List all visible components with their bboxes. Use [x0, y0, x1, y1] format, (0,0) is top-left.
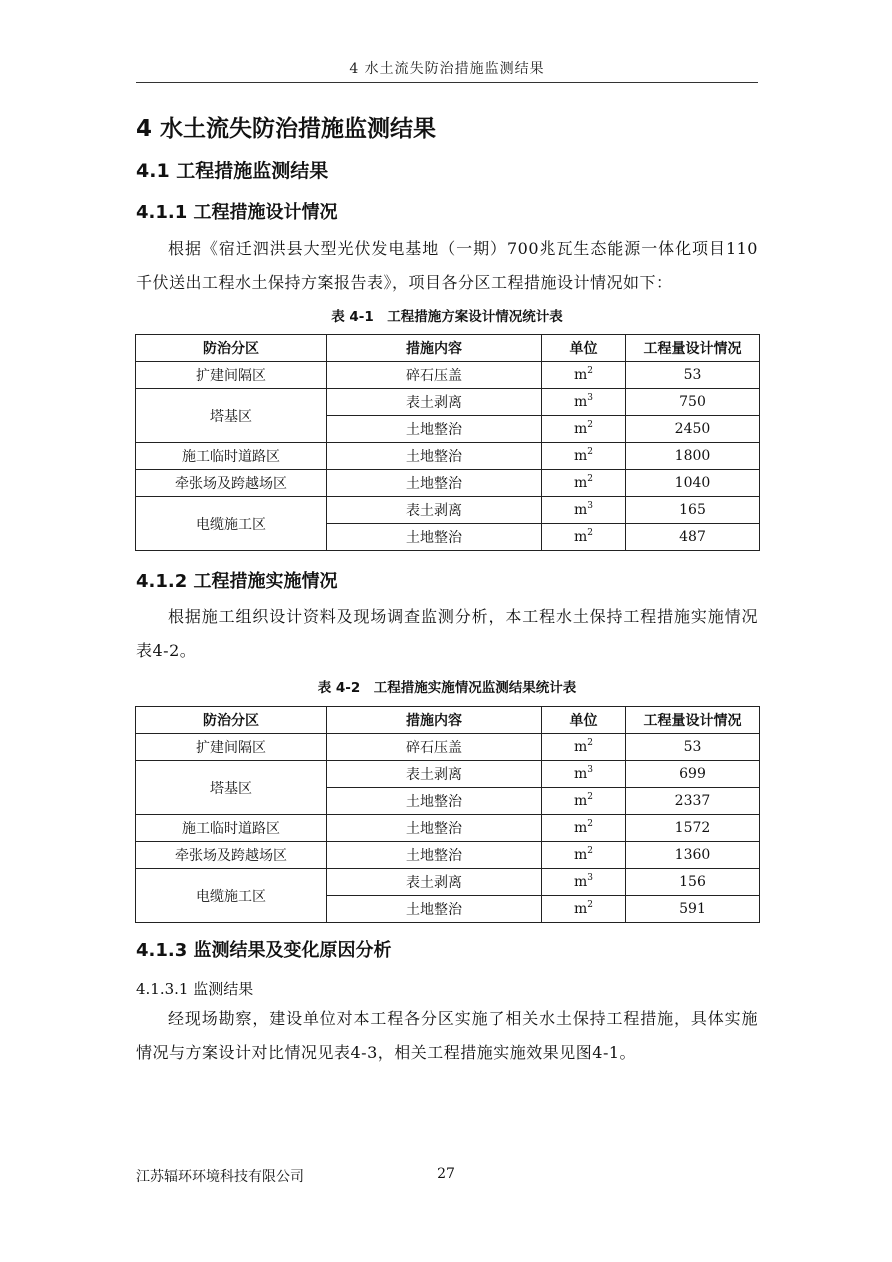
measure-cell: 土地整治: [327, 443, 542, 470]
table1-header-cell: 措施内容: [327, 335, 542, 362]
table1-header-cell: 防治分区: [136, 335, 327, 362]
unit-cell: $m^2$: [542, 362, 626, 389]
quantity-cell: 750: [626, 389, 760, 416]
zone-cell: 施工临时道路区: [136, 815, 327, 842]
measure-cell: 土地整治: [327, 416, 542, 443]
paragraph-result: 经现场勘察，建设单位对本工程各分区实施了相关水土保持工程措施，具体实施情况与方案设计对比情况见表4-3，相关工程措施实施效果见图4-1。: [136, 1009, 758, 1062]
zone-cell: 牵张场及跨越场区: [136, 842, 327, 869]
zone-cell: 塔基区: [136, 761, 327, 815]
quantity-cell: 156: [626, 869, 760, 896]
table-row: [136, 497, 760, 524]
unit-cell: $m^2$: [542, 416, 626, 443]
table-row: [136, 815, 760, 842]
table-row: [136, 734, 760, 761]
unit-cell: $m^3$: [542, 389, 626, 416]
table1-header-row: [136, 335, 760, 362]
table1-header-cell: 单位: [542, 335, 626, 362]
table-row: [136, 869, 760, 896]
paragraph-implement: 根据施工组织设计资料及现场调查监测分析，本工程水土保持工程措施实施情况表4-2。: [136, 607, 758, 660]
measure-cell: 土地整治: [327, 788, 542, 815]
table2-header-cell: 防治分区: [136, 707, 327, 734]
unit-cell: $m^2$: [542, 470, 626, 497]
measure-cell: 碎石压盖: [327, 734, 542, 761]
table2-header-cell: 措施内容: [327, 707, 542, 734]
quantity-cell: 487: [626, 524, 760, 551]
unit-cell: $m^2$: [542, 443, 626, 470]
unit-cell: $m^2$: [542, 524, 626, 551]
unit-cell: $m^3$: [542, 761, 626, 788]
table2-header-cell: 工程量设计情况: [626, 707, 760, 734]
paragraph-design: 根据《宿迁泗洪县大型光伏发电基地（一期）700兆瓦生态能源一体化项目110千伏送出工程水土保持方案报告表》，项目各分区工程措施设计情况如下：: [136, 239, 758, 292]
quantity-cell: 699: [626, 761, 760, 788]
footer-company: 江苏辐环环境科技有限公司: [136, 1169, 304, 1185]
table2: [135, 706, 760, 923]
zone-cell: 扩建间隔区: [136, 362, 327, 389]
measure-cell: 表土剥离: [327, 869, 542, 896]
zone-cell: 扩建间隔区: [136, 734, 327, 761]
quantity-cell: 1040: [626, 470, 760, 497]
table-row: [136, 443, 760, 470]
table1-header-cell: 工程量设计情况: [626, 335, 760, 362]
measure-cell: 土地整治: [327, 524, 542, 551]
section-heading-4-1-3: 4.1.3 监测结果及变化原因分析: [136, 940, 392, 961]
section-heading-4-1-1: 4.1.1 工程措施设计情况: [136, 202, 338, 223]
zone-cell: 施工临时道路区: [136, 443, 327, 470]
section-heading-4-1-2: 4.1.2 工程措施实施情况: [136, 571, 338, 592]
section-heading-4-1: 4.1 工程措施监测结果: [136, 160, 329, 182]
unit-cell: $m^3$: [542, 869, 626, 896]
table1-caption: 表 4-1 工程措施方案设计情况统计表: [331, 309, 563, 325]
quantity-cell: 591: [626, 896, 760, 923]
quantity-cell: 1572: [626, 815, 760, 842]
quantity-cell: 2337: [626, 788, 760, 815]
quantity-cell: 165: [626, 497, 760, 524]
zone-cell: 电缆施工区: [136, 869, 327, 923]
measure-cell: 土地整治: [327, 815, 542, 842]
zone-cell: 电缆施工区: [136, 497, 327, 551]
quantity-cell: 1360: [626, 842, 760, 869]
section-heading-4-1-3-1: 4.1.3.1 监测结果: [136, 980, 254, 998]
table1: [135, 334, 760, 551]
measure-cell: 表土剥离: [327, 389, 542, 416]
table-row: [136, 362, 760, 389]
running-header: 4 水土流失防治措施监测结果: [349, 61, 545, 77]
table-row: [136, 761, 760, 788]
header-rule: [136, 82, 758, 83]
measure-cell: 表土剥离: [327, 761, 542, 788]
unit-cell: $m^2$: [542, 896, 626, 923]
quantity-cell: 53: [626, 734, 760, 761]
zone-cell: 牵张场及跨越场区: [136, 470, 327, 497]
chapter-heading: 4 水土流失防治措施监测结果: [136, 116, 437, 142]
quantity-cell: 2450: [626, 416, 760, 443]
zone-cell: 塔基区: [136, 389, 327, 443]
measure-cell: 土地整治: [327, 842, 542, 869]
unit-cell: $m^2$: [542, 842, 626, 869]
measure-cell: 土地整治: [327, 896, 542, 923]
page-number: 27: [437, 1166, 455, 1182]
table-row: [136, 842, 760, 869]
unit-cell: $m^2$: [542, 734, 626, 761]
quantity-cell: 53: [626, 362, 760, 389]
unit-cell: $m^2$: [542, 788, 626, 815]
unit-cell: $m^2$: [542, 815, 626, 842]
table-row: [136, 389, 760, 416]
quantity-cell: 1800: [626, 443, 760, 470]
table2-header-cell: 单位: [542, 707, 626, 734]
table2-header-row: [136, 707, 760, 734]
table2-caption: 表 4-2 工程措施实施情况监测结果统计表: [317, 680, 577, 696]
measure-cell: 表土剥离: [327, 497, 542, 524]
measure-cell: 碎石压盖: [327, 362, 542, 389]
unit-cell: $m^3$: [542, 497, 626, 524]
measure-cell: 土地整治: [327, 470, 542, 497]
table-row: [136, 470, 760, 497]
